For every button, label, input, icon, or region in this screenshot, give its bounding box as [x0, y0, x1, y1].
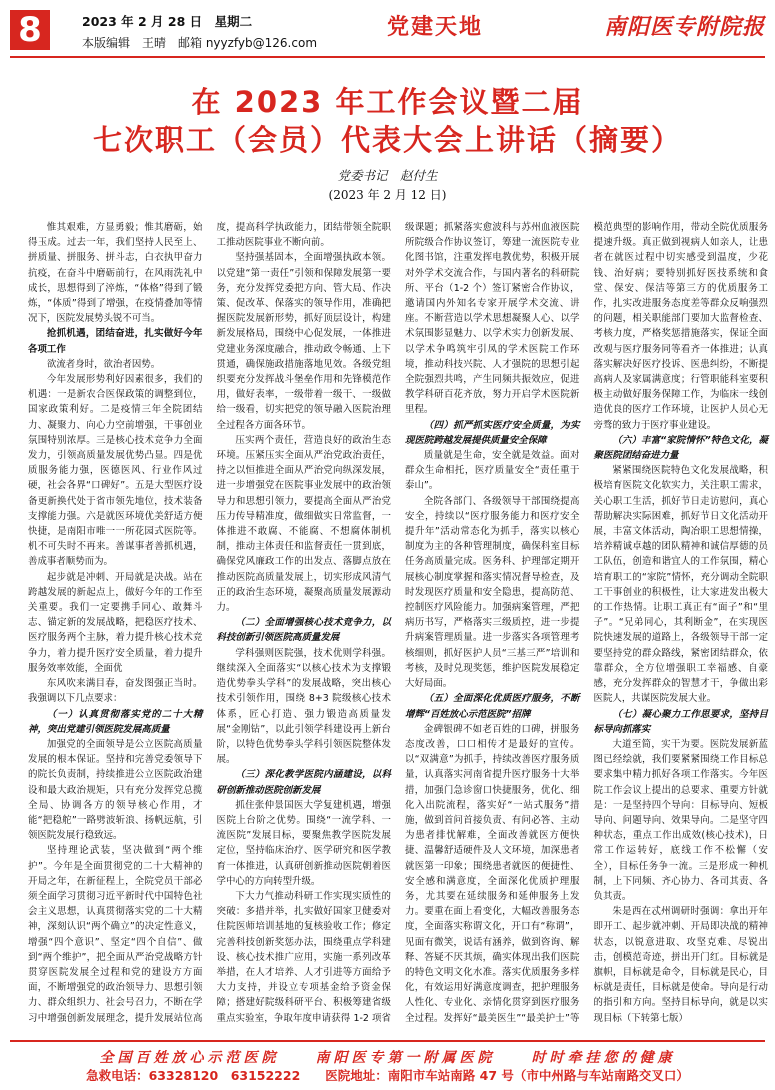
issue-date: 2023 年 2 月 28 日 星期二 [82, 14, 253, 29]
article-subheading: （四）抓严抓实医疗安全质量，为实现医院跨越发展提供质量安全保障 [405, 419, 580, 446]
article-body [28, 220, 768, 1035]
article-title-line-2: 七次职工（会员）代表大会上讲话（摘要） [92, 123, 682, 157]
header-divider [10, 56, 765, 58]
article-paragraph: 坚持强基固本，全面增强执政本领。以党建“第一责任”引领和保障发展第一要务，充分发挥党委把方向、管大局、作决策、促改革、保落实的领导作用，准确把握医院发展新形势，抓好顶层设计，构建新发展格局，围绕中心促发展，一体推进党建业务深度融合，推动政令畅通、上下贯通，确保施政措施落地见效。各级党组织要充分发挥战斗堡垒作用和先锋模范作用，做好表率，一级带着一级干、一级做给一级看，切实把党的领导融入医院治理全过程各方面各环节。 [216, 252, 391, 431]
article-paragraph: 学科强则医院强，技术优则学科强。继续深入全面落实“以核心技术为支撑锻造优势拳头学科”的发展战略，突出核心技术引领作用，围绕 8+3 院级核心技术体系，匠心打造、强力锻造高质量发展“金刚钻”，以此引领学科建设再上新台阶，以特色优势拳头学科引领医院整体发展。 [216, 647, 391, 766]
newspaper-masthead: 南阳医专附院报 [603, 14, 765, 40]
article-paragraph: 加强党的全面领导是公立医院高质量发展的根本保证。坚持和完善党委领导下的院长负责制，持续推进公立医院政治建设和最大政治规矩，只有充分发挥党总揽全局、协调各方的领导核心作用，才能“把稳舵”一路劈波斩浪、扬帆远航，引领医院发展行稳致远。 [28, 738, 203, 842]
article-paragraph: 紧紧围绕医院特色文化发展战略，积极培育医院文化软实力，关注职工需求，关心职工生活，抓好节日走访慰问，真心帮助解决实际困难，抓好节日文化活动开展，丰富文体活动，陶冶职工思想情操，培养精诚卓越的团队精神和诚信厚德的员工队伍，创造和谐宜人的工作氛围，精心培育职工的“家院”情怀，充分调动全院职工干事创业的积极性，让大家进发出极大的工作热情。让职工真正有“面子”和“里子”。“兄弟同心，其利断金”，在实现医院快速发展的道路上，各级领导干部一定要坚持党的群众路线，紧密团结群众，依靠群众，全方位增强职工幸福感、自豪感，充分发挥群众的智慧才干，争做出彩医院人，共谋医院发展大业。 [593, 465, 768, 705]
footer-slogan: 全国百姓放心示范医院 南阳医专第一附属医院 时时牵挂您的健康 [99, 1050, 676, 1066]
footer-contact: 急救电话：63328120 63152222 医院地址：南阳市车站南路 47 号（市中州路与车站南路交叉口） [86, 1068, 689, 1083]
article-title-line-1: 在 2023 年工作会议暨二届 [191, 85, 584, 119]
article-paragraph: 惟其艰难，方显勇毅；惟其磨砺，始得玉成。过去一年，我们坚持人民至上、拼质量、拼服务、拼斗志，白衣执甲奋力抗疫，在奋斗中磨砺前行，在风雨洗礼中成长，思想得到了淬炼，“体格”得到了锻炼，“体质”得到了增强，在疫情叠加等情况下，医院发展势头锐不可当。 [28, 222, 203, 325]
footer-banner [10, 1040, 765, 1084]
article-subheading: （三）深化教学医院内涵建设，以科研创新推动医院创新发展 [216, 769, 391, 796]
article-paragraph: 坚持理论武装，坚决做到“两个维护”。今年是全面贯彻党的二十大精神的开局之年，在新征程上，全院党员干部必须全面学习贯彻习近平新时代中国特色社会主义思想，认真贯彻落实党的二十大精神，深刻认识“两个确立”的决定性意义，增强“四个意识”、坚定“四个自信”、做到“两个维护”，把全面从严治党战略方针贯穿医院发展全过程和党的建设方方面面，不断增强党的政治领导力、思想引领力、群众组织力、社会号召力，不断在学习中增强创新发展理念，提升发展站位高度，提高科学执政能力，团结带领全院职工推动医院事业不断向前。 [28, 222, 391, 1024]
article-paragraph: 质量就是生命，安全就是效益。面对群众生命相托，医疗质量安全“责任重于泰山”。 [405, 450, 580, 492]
article-paragraph: 大道至简，实干为要。医院发展新蓝图已经绘就，我们要紧紧围绕工作目标总要求集中精力抓好各项工作落实。今年医院工作会议上提出的总要求、重要方针就是：一是坚持四个导向：目标导向、短板导向、问题导向、效果导向。二是坚守四种状态，重点工作出成效(核心技术)，日常工作运转好，底线工作不松懈（安全），目标任务争一流。三是形成一种机制，上下同频、齐心协力、各司其责、各负其责。 [593, 738, 768, 902]
article-subheading: （七）凝心聚力工作思要求，坚持目标导向抓落实 [593, 708, 768, 735]
article-paragraph: 今年发展形势利好因素很多，我们的机遇：一是新农合医保政策的调整到位，国家政策利好。二是疫情三年全院团结力、凝聚力、向心力空前增强，干事创业氛围特别浓厚。三是核心技术竞争力全面发力，引领高质量发展优势凸显。四是优质服务能力强，医德医风、行业作风过硬，社会各界“口碑好”。五是大型医疗设备更新换代处于省市领先地位，技术装备支撑能力强。六是就医环境优美舒适方便快捷，是南阳市唯一一所花园式医院等。机不可失时不再来。善谋事者善抓机遇，善成事者顺势而为。 [28, 374, 203, 568]
article-paragraph: 起步就是冲刺、开局就是决战。站在跨越发展的新起点上，做好今年的工作至关重要。我们一定要携手同心、敢舞斗志、锚定新的发展战略，把稳医疗技术、医疗服务两个主脉，着力提升核心技术竞争力，着力提升医疗安全质量，着力提升服务效率效能，全面优 [28, 571, 203, 674]
article-paragraph: 全院各部门、各级领导干部围绕提高安全，持续以“医疗服务能力和医疗安全提升年”活动常态化为抓手，落实以核心制度为主的各种管理制度，确保科室目标任务高质量完成。医务科、护理部定期开展核心制度掌握和落实情况督导检查，及时发现医疗质量和安全隐患，提高防范、控制医疗风险能力。加强病案管理，严把病历书写，严格落实三级质控，进一步提升病案管理质量。进一步落实各项管理考核细则，抓好医护人员“三基三严”培训和考核，及时兑现奖惩，维护医院发展稳定大好局面。 [405, 495, 580, 690]
article-byline: 党委书记 赵付生 [337, 168, 438, 183]
article-paragraph: 东风吹来满目春，奋发图强正当时。我强调以下几点要求： [28, 678, 203, 705]
article-paragraph: 压实两个责任，营造良好的政治生态环境。压紧压实全面从严治党政治责任，持之以恒推进全面从严治党向纵深发展，进一步增强党在医院事业发展中的政治领导力和思想引领力，要提高全面从严治党压力传导精准度，做细做实日常监督，一体推进不敢腐、不能腐、不想腐体制机制，推动主体责任和监督责任一贯到底，确保党风廉政工作的出发点、落脚点放在推动医院高质量发展上，切实形成风清气正的政治生态环境，凝聚高质量发展源动力。 [216, 434, 391, 614]
article-subheading: （一）认真贯彻落实党的二十大精神，突出党建引领医院发展高质量 [28, 708, 203, 735]
article-subheading: （五）全面深化优质医疗服务，不断增辉“百姓放心示范医院”招牌 [405, 693, 580, 720]
article-paragraph: 朱是西在忒州调研时强调：拿出开年即开工、起步就冲刺、开局即决战的精神状态，以锐意进取、攻坚克难、尽锐出击，创模范奇迹，拼出开门红。目标就是旗帜，目标就是命令，目标就是民心，目标就是责任，目标就是使命。导向是行动的指引和方向。坚持目标导向，就是以实现目标（下转第七版） [593, 906, 768, 1024]
article-paragraph: 抓住张仲景国医大学复建机遇，增强医院上台阶之优势。围绕“一流学科、一流医院”发展目标，要聚焦教学医院发展定位，坚持临床治疗、医学研究和医学教育一体推进，认真研创新推动医院朝着医学中心的方向转型升级。 [216, 799, 391, 887]
editor-info: 本版编辑 王晴 邮箱 nyyzfyb@126.com [82, 36, 318, 50]
article-subheading: （二）全面增强核心技术竞争力，以科技创新引领医院高质量发展 [216, 617, 391, 644]
page-number-badge: 8 [10, 10, 50, 50]
article-subheading: （六）丰富“家院情怀”特色文化，凝聚医院团结奋进力量 [593, 434, 768, 462]
article-paragraph: 欲流者身时，欲治者因势。 [46, 358, 161, 370]
article-paragraph: 下大力气推动科研工作实现实质性的突破：多措并举，扎实做好国家卫健委对住院医师培训基地的复核验收工作；修定完善科技创新奖惩办法，围绕重点学科建设、核心技术推广应用，实施一系列改革举措，在人才培养、人才引进等方面给予大力支持，并设立专项基金给予资金保障；搭建好院级科研平台、积极筹建省级重点实验室，争取年度申请获得 1-2 项省级课题；抓紧落实愈波科与苏州血液医院所院级合作协议签订，筹建一流医院专业化图书馆，注重发挥电教优势，积极开展对外学术交流合作，与国内著名的科研院所、平台（1-2 个）签订紧密合作协议，邀请国内外知名专家开展学术交流、讲座。不断营造以学术思想凝聚人心、以学术氛围影显魅力、以学术实力创新发展、以学术争鸣筑牢引凤的学术医院工作环境，推动科技兴院、人才强院的思想引起全院强烈共鸣，产生同频共振效应，促进教学科研百花齐放，努力开启学术医院新里程。 [216, 222, 580, 1024]
article-date: (2023 年 2 月 12 日) [328, 188, 447, 202]
section-title: 党建天地 [386, 15, 483, 40]
article-subheading: 抢抓机遇，团结奋进，扎实做好今年各项工作 [28, 328, 203, 355]
article-paragraph: 金碑银碑不如老百姓的口碑，拼服务态度改善，口口相传才是最好的宣传。以“双满意”为抓手，持续改善医疗服务质量，认真落实河南省提升医疗服务十大举措，加强门急诊窗口快捷服务，优化、细化入出院流程，落实好“一站式服务”措施，做到首问首接负责、有问必答、主动为患者排忧解难，全面改善就医方便快捷、温馨舒适硬件及人文环境，加深患者就医第一印象；围绕患者就医的便捷性、安全感和满意度，全面深化优质护理服务，尤其要在延续服务和延伸服务上发力。要重在面上看变化，大幅改善服务态度，全面落实称谓文化，开口有“称谓”，见面有微笑，说话有涵养，做到咨询、解释、答疑不厌其烦，确实体现出我们医院的特色文明文化水准。落实优质服务多样化，有效运用好满意度调查，把护理服务人性化、专业化、亲情化贯穿到医疗服务全过程。发挥好“最美医生”“最美护士”等模范典型的影响作用，带动全院优质服务提速升级。真正做到视病人如亲人，让患者在就医过程中切实感受到温度，少花钱、治好病；要特别抓好医技系统和食堂、保安、保洁等第三方的优质服务工作，扎实改进服务态度差等群众反响强烈的问题，相关职能部门要加大监督检查、考核力度，严格奖惩措施落实，保证全面改观与医疗服务同等看齐一体推进；认真落实解决好医疗投诉、医患纠纷，不断提高病人及家属满意度；行管职能科室要积极主动做好服务保障工作，为临床一线创造优良的医疗工作环境，让医护人员心无旁骛的致力于医疗事业建设。 [405, 222, 768, 1024]
